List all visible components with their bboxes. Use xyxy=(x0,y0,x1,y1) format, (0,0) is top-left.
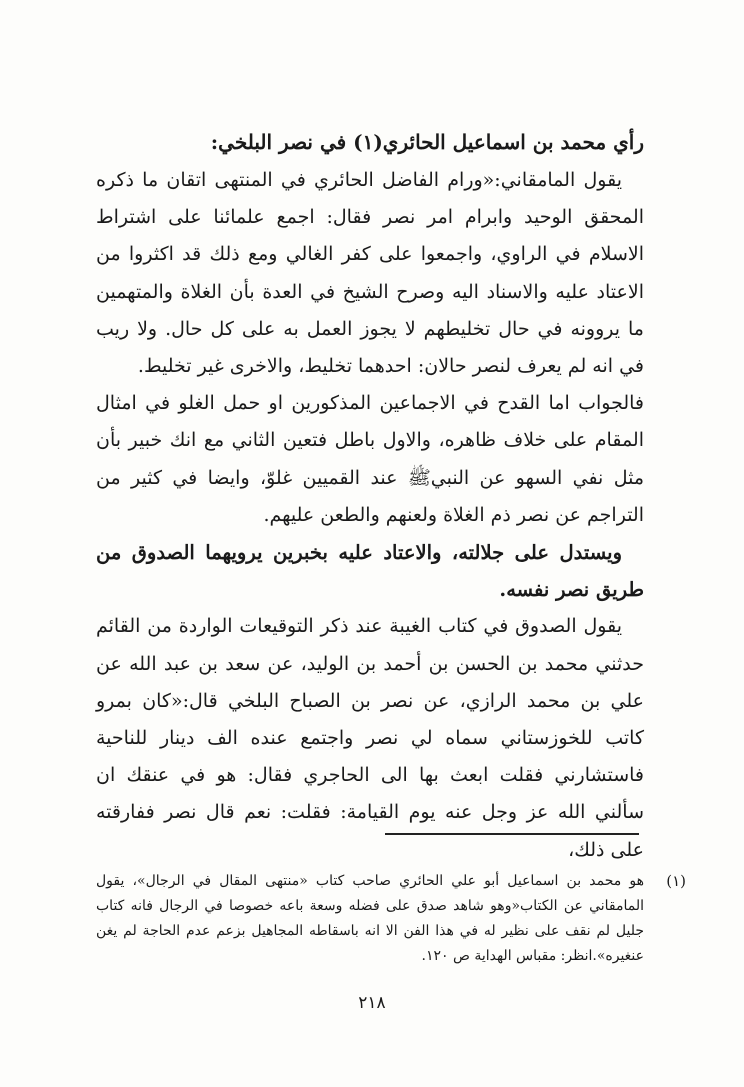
paragraph-3: ويستدل على جلالته، والاعتاد عليه بخبرين يرويهما الصدوق من طريق نصر نفسه. xyxy=(96,541,644,602)
page-number: ٢١٨ xyxy=(358,993,386,1013)
section-heading: رأي محمد بن اسماعيل الحائري(١) في نصر البلخي: xyxy=(210,130,644,154)
paragraph-2: فالجواب اما القدح في الاجماعين المذكورين او حمل الغلو في امثال المقام على خلاف ظاهره، والاول باطل فتعين الثاني مع انك خبير بأن مثل نفي السهو عن النبيﷺ عند القميين غلوّ، وايضا في كثير من التراجم عن نصر ذم الغلاة ولعنهم والطعن عليهم. xyxy=(96,392,644,526)
footnote-marker: (١) xyxy=(666,872,686,890)
main-text xyxy=(96,122,644,869)
paragraph-1: يقول المامقاني:«ورام الفاضل الحائري في المنتهى اتقان ما ذكره المحقق الوحيد وابرام امر نصر فقال: اجمع علمائنا على اشتراط الاسلام في الراوي، واجمعوا على كفر الغالي ومع ذلك قد اكثروا من الاعتاد عليه والاسناد اليه وصرح الشيخ في العدة بأن الغلاة والمتهمين ما يروونه في حال تخليطهم لا يجوز العمل به على كل حال. ولا ريب في انه لم يعرف لنصر حالان: احدهما تخليط، والاخرى غير تخليط. xyxy=(96,169,644,378)
paragraph-4: يقول الصدوق في كتاب الغيبة عند ذكر التوقيعات الواردة من القائم حدثني محمد بن الحسن بن أحمد بن الوليد، عن سعد بن عبد الله عن علي بن محمد الرازي، عن نصر بن الصباح البلخي قال:«كان بمرو كاتب للخوزستاني سماه لي نصر واجتمع عنده الف دينار للناحية فاستشارني فقلت ابعث بها الى الحاجري فقال: هو في عنقك ان سألني الله عز وجل عنه يوم القيامة: فقلت: نعم قال نصر ففارقته على ذلك، xyxy=(96,615,644,861)
footnote-text: هو محمد بن اسماعيل أبو علي الحائري صاحب كتاب «منتهى المقال في الرجال»، يقول المامقاني عن الكتاب«وهو شاهد صدق على فضله وسعة باعه خصوصا في الرجال فانه كتاب جليل لم نقف على نظير له في هذا الفن الا انه باسقاطه المجاهيل بزعم عدم الحاجة لم يغن عنغيره».انظر: مقباس الهداية ص ١٢٠. xyxy=(96,873,644,964)
footnote-separator xyxy=(385,833,639,835)
footnote xyxy=(96,869,686,969)
